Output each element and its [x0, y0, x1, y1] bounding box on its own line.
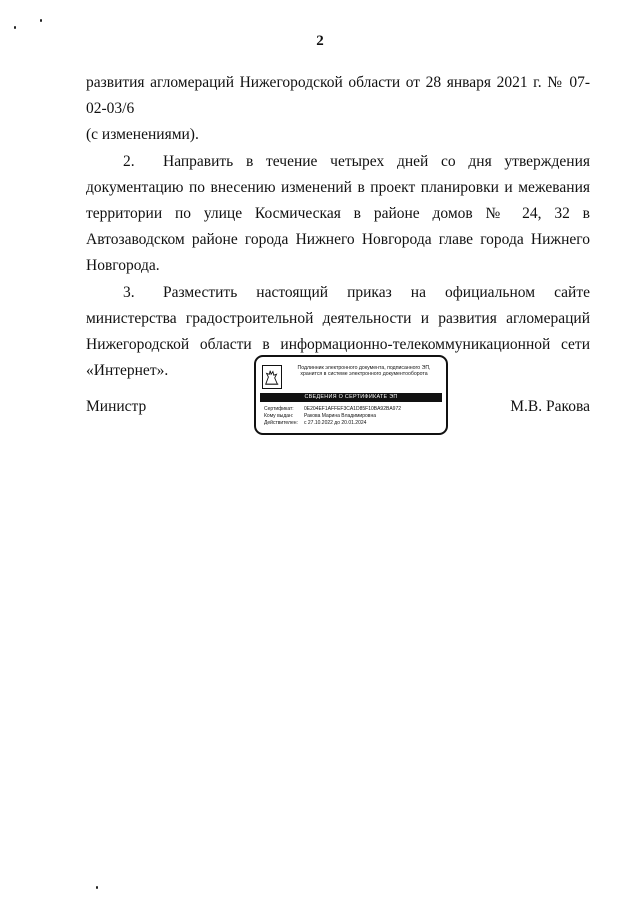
issued-to-row	[264, 413, 444, 420]
stamp-header-line: Подлинник электронного документа, подписанного ЭП,	[297, 365, 431, 371]
validity-row	[264, 420, 444, 427]
scan-speck	[40, 19, 42, 22]
paragraph-text: Направить в течение четырех дней со дня утверждения документацию по внесению изменений в проект планировки и межевания территории по улице Космическая в районе домов № 24, 32 в Автозаводском районе города Нижнего Новгорода главе города Нижнего Новгорода.	[86, 152, 590, 275]
validity-value: с 27.10.2022 до 20.01.2024	[304, 420, 367, 426]
paragraph-line: развития агломераций Нижегородской области от 28 января 2021 г. № 07-02-03/6	[86, 74, 590, 118]
paragraph-number: 3.	[123, 283, 135, 301]
stamp-details	[264, 406, 444, 427]
paragraph-line: (с изменениями).	[86, 126, 199, 144]
paragraph-number: 2.	[123, 152, 135, 170]
issued-to-value: Ракова Марина Владимировна	[304, 413, 376, 419]
scan-speck	[96, 886, 98, 889]
paragraph-item-2	[86, 149, 590, 280]
page-number: 2	[316, 33, 324, 49]
certificate-label: Сертификат:	[264, 406, 294, 412]
signatory-position: Министр	[86, 398, 147, 415]
certificate-value: 0E204EF1AFFEF3CA1D85F10BA92BA972	[304, 406, 401, 412]
issued-to-label: Кому выдан:	[264, 413, 294, 419]
signatory-name: М.В. Ракова	[510, 398, 590, 415]
stamp-header-line: хранится в системе электронного документооборота	[300, 371, 428, 378]
certificate-row	[264, 406, 444, 413]
document-body	[86, 70, 590, 384]
paragraph-text: Разместить настоящий приказ на официальном сайте министерства градостроительной деятельности и развития агломераций Нижегородской области в информационно-телекоммуникационной сети «Интернет».	[86, 283, 590, 380]
scan-speck	[14, 26, 16, 29]
validity-label: Действителен:	[264, 420, 298, 426]
stamp-title-bar: СВЕДЕНИЯ О СЕРТИФИКАТЕ ЭП	[260, 393, 442, 402]
electronic-signature-stamp	[254, 355, 448, 435]
coat-of-arms-icon	[262, 365, 282, 389]
paragraph-continuation	[86, 70, 590, 149]
stamp-header	[286, 365, 442, 377]
